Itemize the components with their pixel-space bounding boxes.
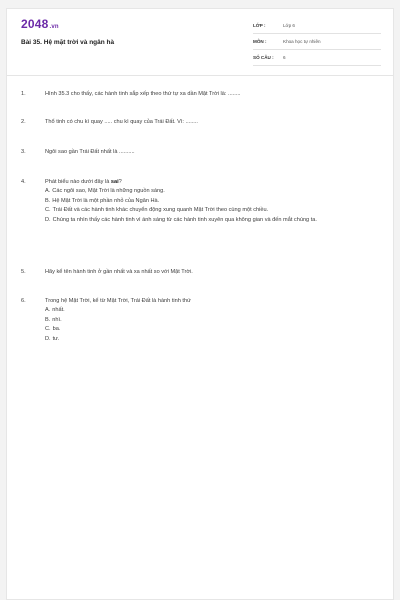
meta-row-question-count	[253, 50, 381, 66]
option-text: nhất.	[52, 307, 65, 314]
question-number: 1.	[21, 91, 26, 97]
question-text: Hình 35.3 cho thấy, các hành tinh sắp xếp theo thứ tự xa dần Mặt Trời là: ........	[45, 91, 241, 97]
option-text: Trái Đất và các hành tinh khác chuyển động xung quanh Mặt Trời theo cùng một chiều.	[52, 207, 269, 214]
worksheet-page	[6, 8, 394, 600]
option-letter: A.	[45, 188, 51, 195]
option-text: Hệ Mặt Trời là một phần nhỏ của Ngân Hà.	[52, 197, 160, 204]
worksheet-header	[7, 9, 393, 76]
lesson-title: Bài 35. Hệ mặt trời và ngân hà	[21, 39, 115, 46]
site-logo[interactable]	[21, 17, 59, 31]
question-number: 5.	[21, 269, 26, 275]
question-text: Trong hệ Mặt Trời, kể từ Mặt Trời, Trái Đất là hành tinh thứ	[45, 298, 191, 304]
answer-option	[45, 216, 379, 225]
meta-label: MÔN :	[253, 39, 267, 44]
option-text: Các ngôi sao, Mặt Trời là những nguồn sáng.	[52, 188, 165, 195]
question-text-part: Phát biểu nào dưới đây là	[45, 179, 111, 185]
option-letter: D.	[45, 335, 51, 342]
answer-option	[45, 306, 379, 315]
meta-label: SỐ CÂU :	[253, 55, 274, 60]
meta-row-class	[253, 18, 381, 34]
option-letter: B.	[45, 316, 51, 323]
logo-tld-text: .vn	[49, 24, 59, 30]
question-text: Thổ tinh có chu kì quay ..... chu kì quay của Trái Đất. Vì: ........	[45, 119, 198, 125]
meta-value: 6	[283, 55, 286, 60]
option-letter: C.	[45, 326, 51, 333]
logo-main-text: 2048	[21, 17, 49, 31]
answer-option	[45, 316, 379, 325]
option-text: ba.	[52, 326, 61, 333]
answer-option	[45, 197, 379, 206]
meta-value: Lớp 6	[283, 23, 295, 28]
question-number: 2.	[21, 119, 26, 125]
meta-value: Khoa học tự nhiên	[283, 39, 321, 44]
answer-option	[45, 206, 379, 215]
option-text: nhì.	[52, 316, 62, 323]
meta-label: LỚP :	[253, 23, 266, 28]
question-number: 6.	[21, 298, 26, 304]
option-letter: B.	[45, 197, 51, 204]
question-text	[45, 178, 379, 187]
answer-option	[45, 335, 379, 344]
question-number: 3.	[21, 149, 26, 155]
answer-option	[45, 325, 379, 334]
answer-option	[45, 187, 379, 196]
option-letter: D.	[45, 216, 51, 223]
question-text-part: ?	[118, 179, 122, 185]
option-letter: C.	[45, 207, 51, 214]
option-letter: A.	[45, 307, 51, 314]
question-text: Ngôi sao gần Trái Đất nhất là ..........	[45, 149, 135, 155]
question-emphasis: sai	[110, 179, 119, 185]
meta-info-table	[253, 18, 381, 66]
meta-row-subject	[253, 34, 381, 50]
question-text: Hãy kể tên hành tinh ở gần nhất và xa nhất so với Mặt Trời.	[45, 269, 193, 275]
question-number: 4.	[21, 179, 26, 185]
option-text: tư.	[52, 335, 60, 342]
option-text: Chúng ta nhìn thấy các hành tinh vì ánh sáng từ các hành tinh xuyên qua không gian và đến mắt chúng ta.	[52, 216, 317, 223]
